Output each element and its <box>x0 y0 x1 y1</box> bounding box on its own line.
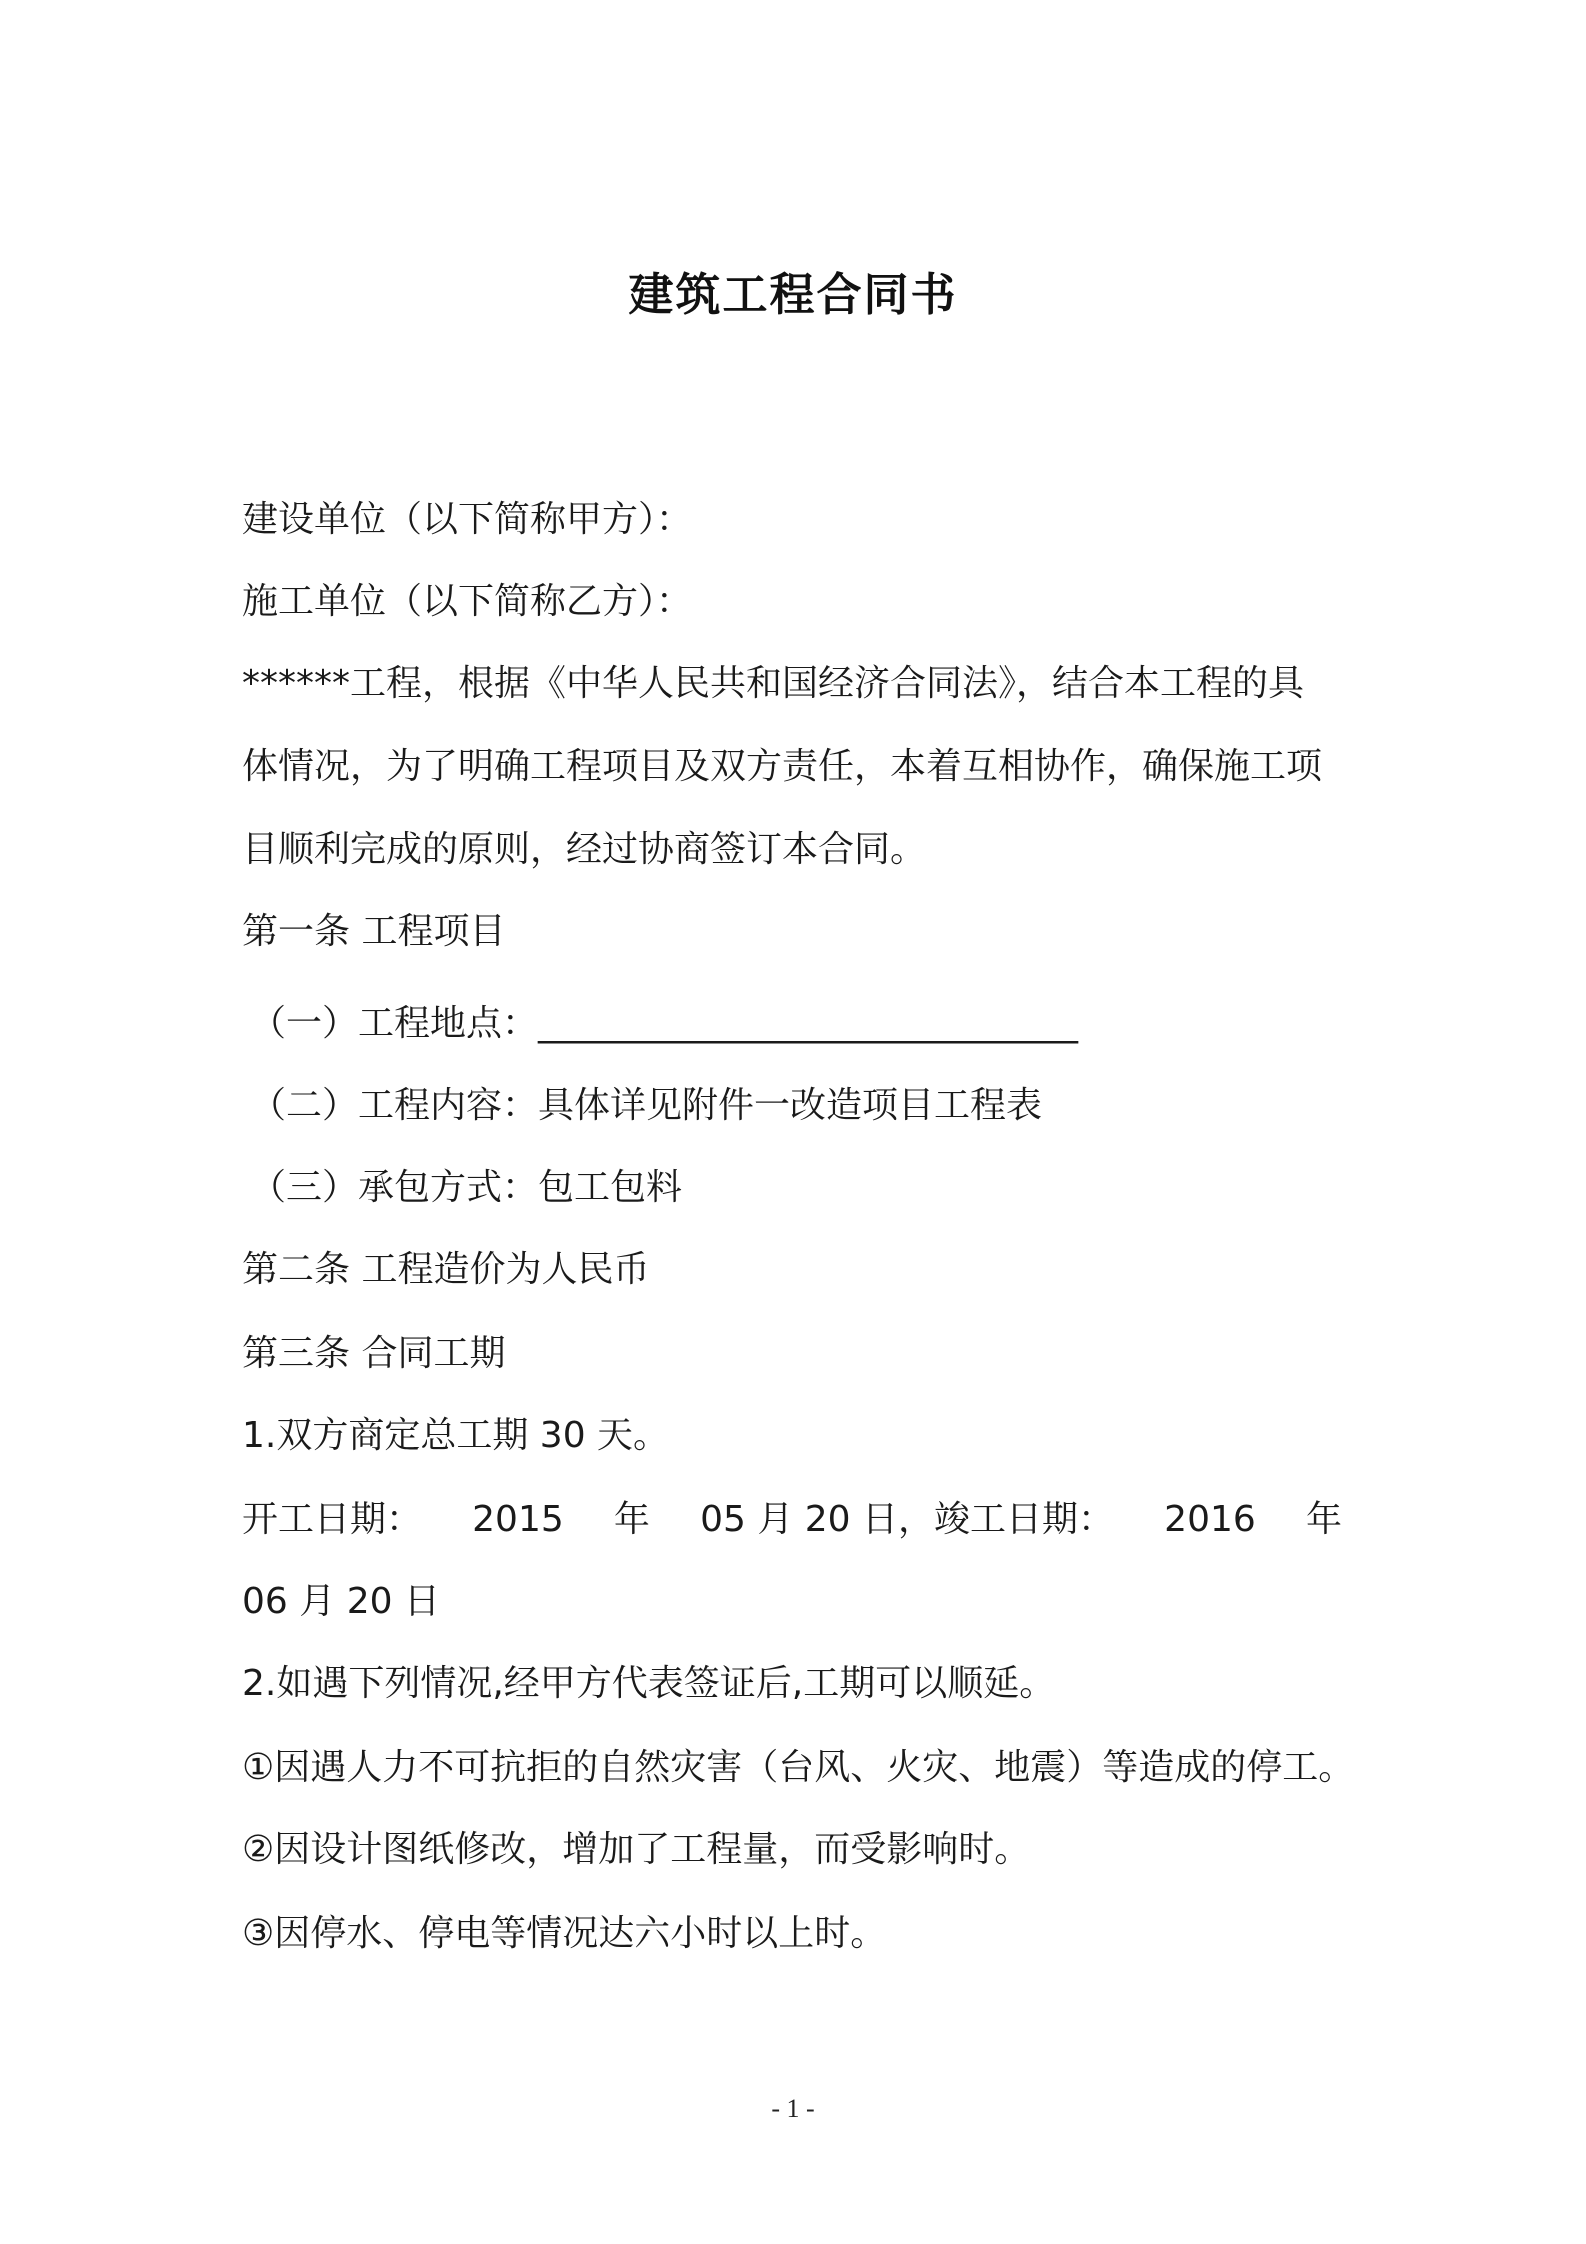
start-date-label: 开工日期： <box>242 1499 423 1540</box>
term-total-duration: 1.双方商定总工期 30 天。 <box>242 1415 670 1456</box>
intro-line-3: 目顺利完成的原则，经过协商签订本合同。 <box>242 829 927 870</box>
page-number: - 1 - <box>771 2094 815 2123</box>
party-a-line: 建设单位（以下简称甲方）： <box>242 499 693 540</box>
document-title: 建筑工程合同书 <box>628 268 958 321</box>
term-end-date: 06 月 20 日 <box>242 1581 440 1622</box>
party-b-line: 施工单位（以下简称乙方）： <box>242 581 693 622</box>
article-1-item-content: （二）工程内容：具体详见附件一改造项目工程表 <box>250 1085 1043 1126</box>
article-3-heading: 第三条 合同工期 <box>242 1333 506 1374</box>
term-extension: 2.如遇下列情况,经甲方代表签证后,工期可以顺延。 <box>242 1663 1056 1704</box>
end-year-unit: 年 <box>1305 1499 1342 1540</box>
extension-case-1: ①因遇人力不可抗拒的自然灾害（台风、火灾、地震）等造成的停工。 <box>242 1747 1355 1788</box>
intro-line-2: 体情况，为了明确工程项目及双方责任，本着互相协作，确保施工项 <box>242 746 1323 787</box>
start-month-day: 05 月 20 日，竣工日期： <box>700 1499 1115 1540</box>
intro-line-1: ******工程，根据《中华人民共和国经济合同法》，结合本工程的具 <box>242 663 1305 704</box>
article-1-heading: 第一条 工程项目 <box>242 911 506 952</box>
term-dates-line <box>242 1498 1342 1542</box>
start-year: 2015 <box>472 1499 564 1540</box>
start-year-unit: 年 <box>613 1499 650 1540</box>
end-year: 2016 <box>1164 1499 1256 1540</box>
article-2-heading: 第二条 工程造价为人民币 <box>242 1249 650 1290</box>
extension-case-2: ②因设计图纸修改，增加了工程量，而受影响时。 <box>242 1829 1031 1870</box>
extension-case-3: ③因停水、停电等情况达六小时以上时。 <box>242 1913 887 1954</box>
article-1-item-location: （一）工程地点：______________________________ <box>250 1003 1079 1044</box>
article-1-item-method: （三）承包方式：包工包料 <box>250 1167 683 1208</box>
